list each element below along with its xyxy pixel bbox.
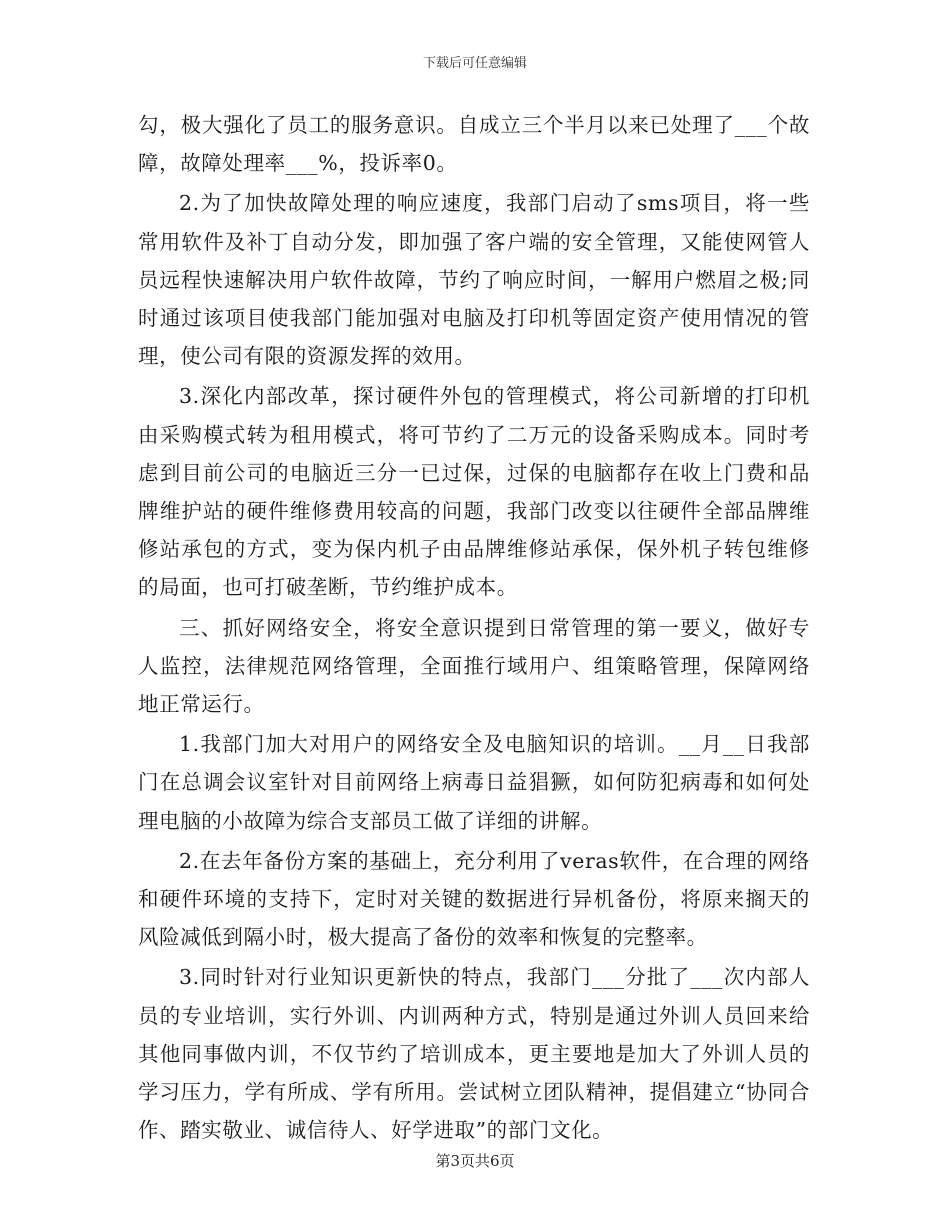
page-header: 下载后可任意编辑 [422, 56, 527, 71]
paragraph-continuation: 勾，极大强化了员工的服务意识。自成立三个半月以来已处理了___个故障，故障处理率___%，投诉率0。 [138, 113, 810, 176]
document-body [138, 106, 810, 1151]
paragraph-sms-project: 2.为了加快故障处理的响应速度，我部门启动了sms项目，将一些常用软件及补丁自动分发，即加强了客户端的安全管理，又能使网管人员远程快速解决用户软件故障，节约了响应时间，一解用户燃眉之极;同时通过该项目使我部门能加强对电脑及打印机等固定资产使用情况的管理，使公司有限的资源发挥的效用。 [138, 191, 810, 369]
paragraph-staff-training: 3.同时针对行业知识更新快的特点，我部门___分批了___次内部人员的专业培训，实行外训、内训两种方式，特别是通过外训人员回来给其他同事做内训，不仅节约了培训成本，更主要地是加大了外训人员的学习压力，学有所成、学有所用。尝试树立团队精神，提倡建立“协同合作、踏实敬业、诚信待人、好学进取”的部门文化。 [138, 965, 810, 1143]
paragraph-hardware-outsourcing: 3.深化内部改革，探讨硬件外包的管理模式，将公司新增的打印机由采购模式转为租用模式，将可节约了二万元的设备采购成本。同时考虑到目前公司的电脑近三分一已过保，过保的电脑都存在收上门费和品牌维护站的硬件维修费用较高的问题，我部门改变以往硬件全部品牌维修站承包的方式，变为保内机子由品牌维修站承保，保外机子转包维修的局面，也可打破垄断，节约维护成本。 [138, 384, 810, 600]
paragraph-user-training: 1.我部门加大对用户的网络安全及电脑知识的培训。__月__日我部门在总调会议室针对目前网络上病毒日益猖獗，如何防犯病毒和如何处理电脑的小故障为综合支部员工做了详细的讲解。 [138, 732, 810, 833]
section-heading-network-security: 三、抓好网络安全，将安全意识提到日常管理的第一要义，做好专人监控，法律规范网络管理，全面推行域用户、组策略管理，保障网络地正常运行。 [138, 615, 810, 717]
paragraph-backup-plan: 2.在去年备份方案的基础上，充分利用了veras软件，在合理的网络和硬件环境的支持下，定时对关键的数据进行异机备份，将原来搁天的风险减低到隔小时，极大提高了备份的效率和恢复的完整率。 [138, 848, 810, 950]
page-footer: 第3页共6页 [435, 1152, 515, 1170]
